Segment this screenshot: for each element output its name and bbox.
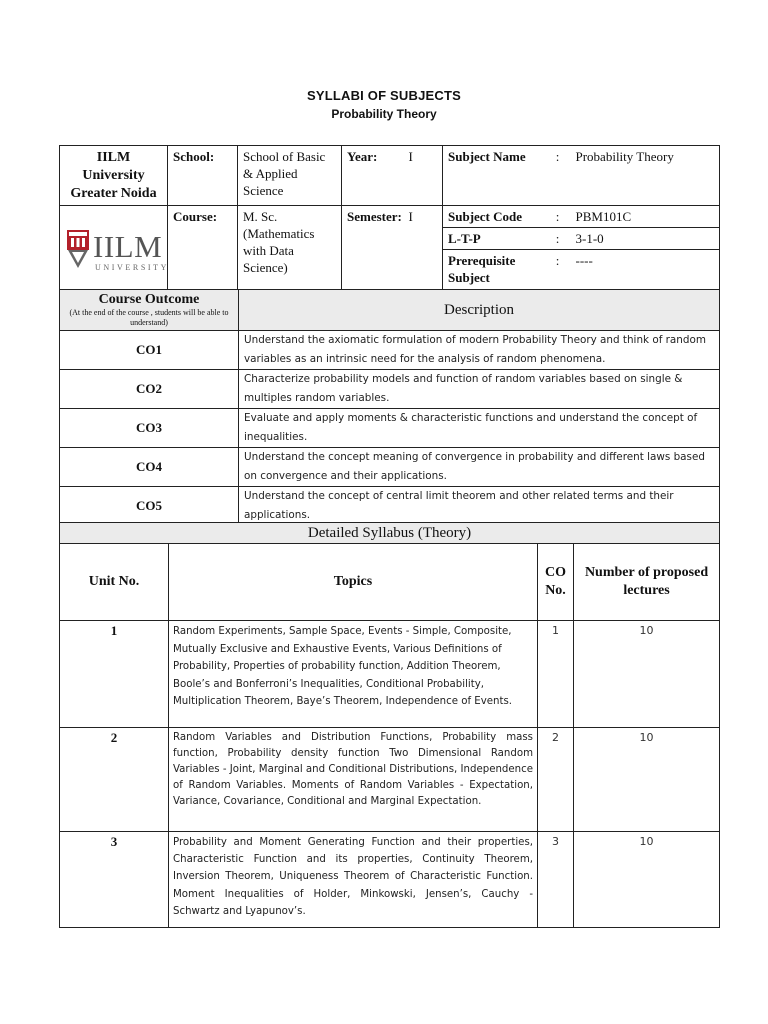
table-row xyxy=(60,728,720,832)
outcome-row xyxy=(60,409,720,448)
header-table xyxy=(59,145,720,298)
outcome-text: Evaluate and apply moments & characteristic functions and understand the concept of inequalities. xyxy=(239,409,720,448)
logo-subtext: UNIVERSITY xyxy=(95,262,169,272)
unit-number: 1 xyxy=(60,621,169,728)
course-outcome-table xyxy=(59,289,720,525)
logo xyxy=(60,206,168,298)
course-label: Course: xyxy=(168,206,238,298)
university-name: IILM University Greater Noida xyxy=(60,146,168,206)
subject-code-sep: : xyxy=(545,206,571,228)
unit-number: 3 xyxy=(60,832,169,928)
unit-topics: Random Variables and Distribution Functions, Probability mass function, Probability density function Two Dimensional Random Variables - Joint, Marginal and Conditional Distributions, Independence of Random Variables. Moments of Random Variables - Expectation, Variance, Covariance, Conditional and Marginal Expectation. xyxy=(169,728,538,832)
lecture-count: 10 xyxy=(574,621,720,728)
co-number: 3 xyxy=(538,832,574,928)
co-number: 2 xyxy=(538,728,574,832)
logo-text: IILM xyxy=(93,228,163,264)
school-label: School: xyxy=(168,146,238,206)
subject-name-value: Probability Theory xyxy=(571,146,720,206)
school-value: School of Basic & Applied Science xyxy=(238,146,342,206)
outcome-text: Understand the axiomatic formulation of modern Probability Theory and think of random variables as an intrinsic need for the analysis of random phenomena. xyxy=(239,331,720,370)
ltp-sep: : xyxy=(545,228,571,250)
outcome-row xyxy=(60,448,720,487)
subject-name-sep: : xyxy=(545,146,571,206)
lectures-column-header: Number of proposed lectures xyxy=(574,544,720,621)
outcome-text: Understand the concept of central limit theorem and other related terms and their applications. xyxy=(239,487,720,525)
topics-column-header: Topics xyxy=(169,544,538,621)
outcome-code: CO3 xyxy=(60,409,239,448)
description-heading: Description xyxy=(239,290,720,331)
document-title: SYLLABI OF SUBJECTS xyxy=(306,88,462,103)
subject-code-label: Subject Code xyxy=(443,206,545,228)
outcome-code: CO4 xyxy=(60,448,239,487)
semester-label: Semester: xyxy=(342,206,404,298)
semester-value: I xyxy=(404,206,443,298)
subject-code-value: PBM101C xyxy=(571,206,720,228)
outcome-row xyxy=(60,487,720,525)
lecture-count: 10 xyxy=(574,728,720,832)
document-subtitle: Probability Theory xyxy=(331,107,437,121)
unit-topics: Random Experiments, Sample Space, Events - Simple, Composite, Mutually Exclusive and Exhaustive Events, Various Definitions of Probability, Properties of probability function, Addition Theorem, Boole’s and Bonferroni’s Inequalities, Conditional Probability, Multiplication Theorem, Baye’s Theorem, Independence of Events. xyxy=(169,621,538,728)
crest-icon xyxy=(65,224,171,276)
outcome-text: Characterize probability models and function of random variables based on single & multiples random variables. xyxy=(239,370,720,409)
lecture-count: 10 xyxy=(574,832,720,928)
course-outcome-note: (At the end of the course , students will be able to understand) xyxy=(69,308,229,327)
outcome-code: CO5 xyxy=(60,487,239,525)
unit-number: 2 xyxy=(60,728,169,832)
co-column-header: CO No. xyxy=(538,544,574,621)
ltp-value: 3-1-0 xyxy=(571,228,720,250)
table-row xyxy=(60,621,720,728)
course-value: M. Sc. (Mathematics with Data Science) xyxy=(238,206,342,298)
outcome-row xyxy=(60,331,720,370)
course-outcome-heading: Course Outcome (At the end of the course , students will be able to understand) xyxy=(60,290,239,331)
subject-name-label: Subject Name xyxy=(443,146,545,206)
prerequisite-value: ---- xyxy=(571,250,720,298)
year-value: I xyxy=(404,146,443,206)
syllabus-header-row xyxy=(60,544,720,621)
syllabus-heading: Detailed Syllabus (Theory) xyxy=(60,523,720,544)
outcome-code: CO2 xyxy=(60,370,239,409)
unit-topics: Probability and Moment Generating Function and their properties, Characteristic Function and its properties, Continuity Theorem, Inversion Theorem, Uniqueness Theorem of Characteristic Function. Moment Inequalities of Holder, Minkowski, Jensen’s, Cauchy - Schwartz and Lyapunov’s. xyxy=(169,832,538,928)
syllabus-table xyxy=(59,522,720,928)
prerequisite-label: Prerequisite Subject xyxy=(443,250,545,298)
prerequisite-sep: : xyxy=(545,250,571,298)
co-number: 1 xyxy=(538,621,574,728)
ltp-label: L-T-P xyxy=(443,228,545,250)
table-row xyxy=(60,832,720,928)
unit-column-header: Unit No. xyxy=(60,544,169,621)
year-label: Year: xyxy=(342,146,404,206)
outcome-text: Understand the concept meaning of convergence in probability and different laws based on convergence and their applications. xyxy=(239,448,720,487)
outcome-row xyxy=(60,370,720,409)
outcome-code: CO1 xyxy=(60,331,239,370)
